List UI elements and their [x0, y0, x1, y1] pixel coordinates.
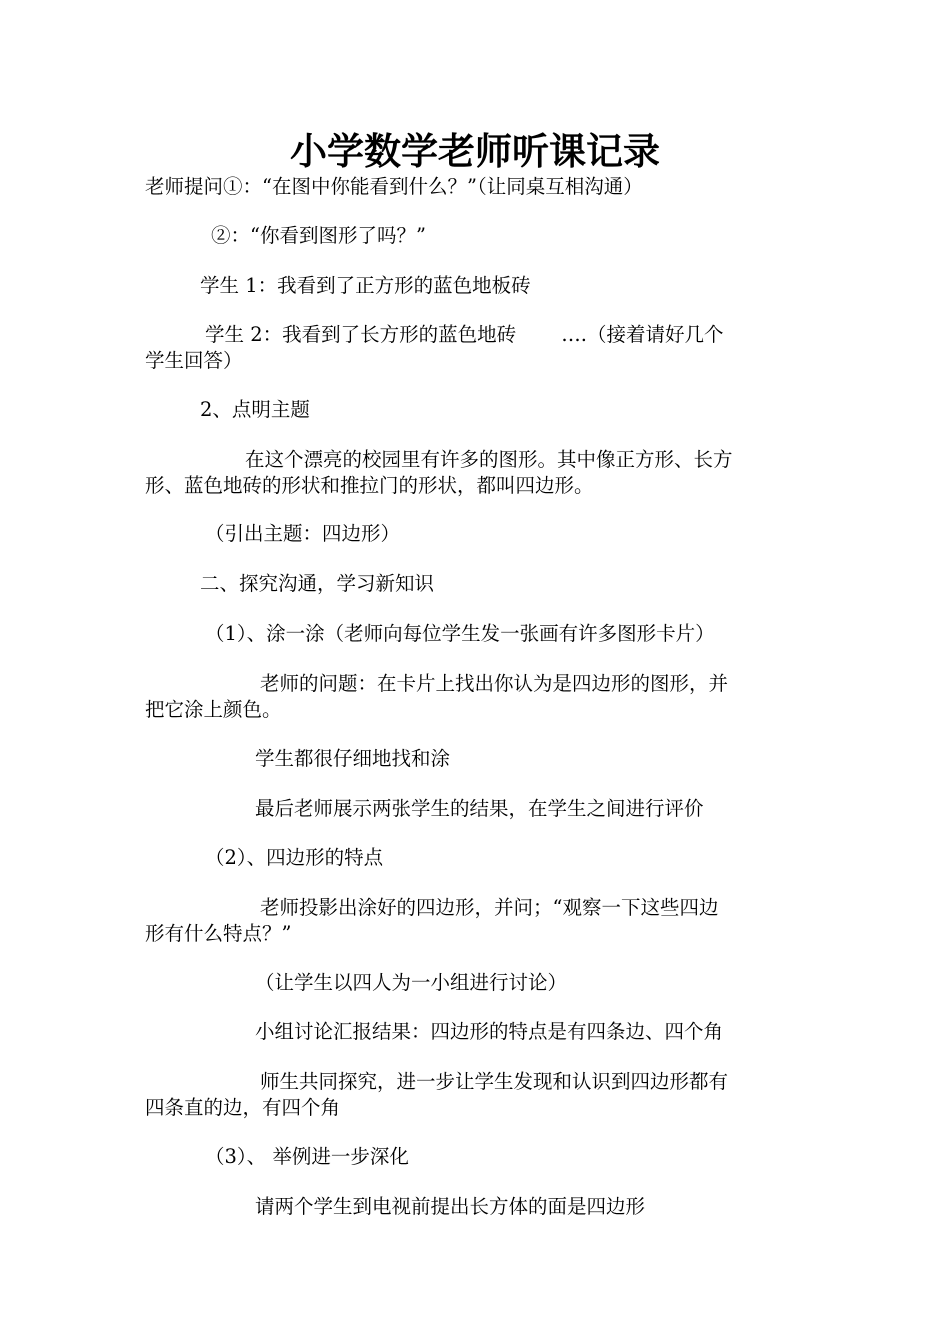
paragraph [145, 671, 815, 723]
paragraph [145, 1144, 815, 1170]
paragraph-line: ②：“你看到图形了吗？” [211, 224, 426, 247]
paragraph [145, 621, 815, 647]
paragraph [145, 571, 815, 597]
paragraph [145, 796, 815, 822]
paragraph-line: 学生回答） [145, 349, 243, 372]
paragraph-line: （让学生以四人为一小组进行讨论） [255, 971, 568, 994]
paragraph-line: 形、蓝色地砖的形状和推拉门的形状，都叫四边形。 [145, 474, 594, 497]
paragraph-line: 老师的问题：在卡片上找出你认为是四边形的图形，并 [260, 672, 729, 695]
paragraph [145, 273, 815, 299]
paragraph-line: 学生 1：我看到了正方形的蓝色地板砖 [200, 274, 531, 297]
paragraph [145, 397, 815, 423]
paragraph-line: 四条直的边，有四个角 [145, 1096, 341, 1119]
paragraph-line: 在这个漂亮的校园里有许多的图形。其中像正方形、长方 [245, 448, 733, 471]
paragraph [145, 322, 815, 374]
paragraph-line: （引出主题：四边形） [205, 522, 401, 545]
document-title: 小学数学老师听课记录 [290, 129, 660, 173]
paragraph-line: 2、点明主题 [200, 398, 310, 421]
paragraph [145, 845, 815, 871]
paragraph-line: 师生共同探究，进一步让学生发现和认识到四边形都有 [260, 1070, 729, 1093]
paragraph-line: 请两个学生到电视前提出长方体的面是四边形 [255, 1195, 646, 1218]
paragraph-line: 学生 2：我看到了长方形的蓝色地砖 ….（接着请好几个 [205, 323, 724, 346]
paragraph [145, 970, 815, 996]
paragraph-line: （2）、四边形的特点 [205, 846, 384, 869]
paragraph [145, 1194, 815, 1220]
paragraph-line: 形有什么特点？” [145, 922, 292, 945]
paragraph-line: 把它涂上颜色。 [145, 698, 282, 721]
paragraph-line: 学生都很仔细地找和涂 [255, 747, 451, 770]
paragraph-line: 老师提问①：“在图中你能看到什么？”（让同桌互相沟通） [145, 175, 643, 198]
paragraph-line: 二、探究沟通，学习新知识 [200, 572, 435, 595]
paragraph-line: 小组讨论汇报结果：四边形的特点是有四条边、四个角 [255, 1020, 724, 1043]
paragraph [145, 746, 815, 772]
paragraph-line: （3）、 举例进一步深化 [205, 1145, 409, 1168]
paragraph [145, 521, 815, 547]
paragraph [145, 1019, 815, 1045]
paragraph-line: 最后老师展示两张学生的结果，在学生之间进行评价 [255, 797, 704, 820]
paragraph [145, 895, 815, 947]
paragraph [145, 1069, 815, 1121]
paragraph [145, 174, 815, 200]
paragraph-line: 老师投影出涂好的四边形，并问；“观察一下这些四边 [260, 896, 719, 919]
paragraph [145, 223, 815, 249]
paragraph [145, 447, 815, 499]
paragraph-line: （1）、涂一涂（老师向每位学生发一张画有许多图形卡片） [205, 622, 715, 645]
